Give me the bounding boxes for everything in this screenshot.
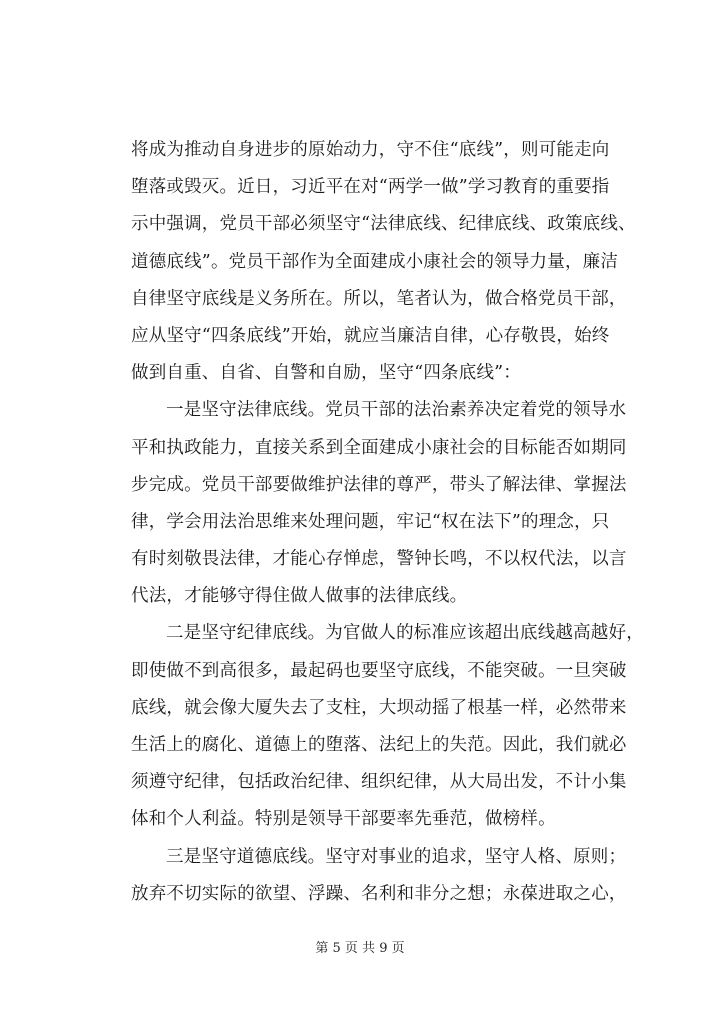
text-line: 放弃不切实际的欲望、浮躁、名利和非分之想；永葆进取之心， [131, 883, 627, 904]
text-line: 代法，才能够守得住做人做事的法律底线。 [131, 586, 468, 607]
text-line: 体和个人利益。特别是领导干部要率先垂范，做榜样。 [131, 809, 556, 830]
text-line: 一是坚守法律底线。党员干部的法治素养决定着党的领导水 [166, 400, 627, 421]
text-line: 应从坚守“四条底线”开始，就应当廉洁自律，心存敬畏，始终 [131, 325, 610, 346]
text-line: 律，学会用法治思维来处理问题，牢记“权在法下”的理念，只 [131, 511, 610, 532]
text-line: 做到自重、自省、自警和自励，坚守“四条底线”： [131, 363, 521, 384]
paragraph-discipline-bottom-line [131, 615, 644, 838]
body-text [131, 132, 644, 913]
text-line: 三是坚守道德底线。坚守对事业的追求，坚守人格、原则； [166, 846, 627, 867]
paragraph-intro [131, 132, 636, 392]
text-line: 二是坚守纪律底线。为官做人的标准应该超出底线越高越好， [166, 623, 644, 644]
text-line: 底线，就会像大厦失去了支柱，大坝动摇了根基一样，必然带来 [131, 697, 627, 718]
paragraph-law-bottom-line [131, 392, 627, 615]
text-line: 须遵守纪律，包括政治纪律、组织纪律，从大局出发，不计小集 [131, 772, 627, 793]
text-line: 有时刻敬畏法律，才能心存惮虑，警钟长鸣，不以权代法，以言 [131, 549, 627, 570]
text-line: 道德底线”。党员干部作为全面建成小康社会的领导力量，廉洁 [131, 251, 619, 272]
text-line: 示中强调，党员干部必须坚守“法律底线、纪律底线、政策底线、 [131, 214, 636, 235]
text-line: 生活上的腐化、道德上的堕落、法纪上的失范。因此，我们就必 [131, 735, 627, 755]
paragraph-morality-bottom-line [131, 839, 627, 913]
text-line: 平和执政能力，直接关系到全面建成小康社会的目标能否如期同 [131, 437, 627, 458]
page-number-footer: 第 5 页 共 9 页 [315, 941, 405, 956]
text-line: 步完成。党员干部要做维护法律的尊严，带头了解法律、掌握法 [131, 474, 627, 495]
text-line: 堕落或毁灭。近日，习近平在对“两学一做”学习教育的重要指 [131, 177, 610, 198]
text-line: 自律坚守底线是义务所在。所以，笔者认为，做合格党员干部， [131, 288, 627, 309]
text-line: 即使做不到高很多，最起码也要坚守底线，不能突破。一旦突破 [131, 660, 627, 681]
text-line: 将成为推动自身进步的原始动力，守不住“底线”，则可能走向 [131, 140, 610, 160]
